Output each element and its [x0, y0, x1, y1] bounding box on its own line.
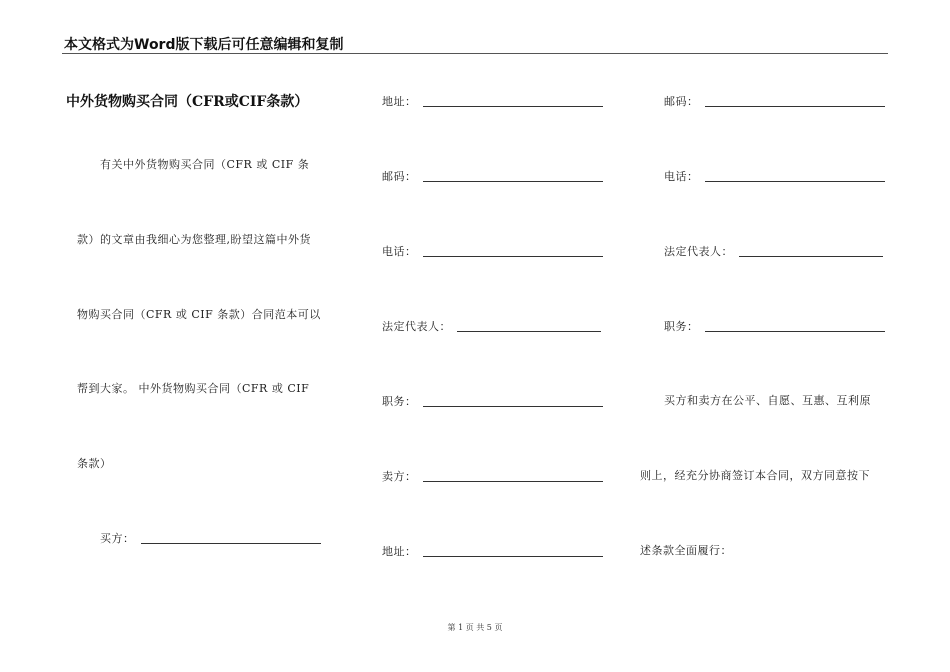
intro-line: 帮到大家。 中外货物购买合同（CFR 或 CIF	[77, 382, 310, 395]
intro-line: 物购买合同（CFR 或 CIF 条款）合同范本可以	[77, 308, 321, 321]
buyer-blank	[141, 543, 321, 544]
closing-line: 则上，经充分协商签订本合同，双方同意按下	[640, 469, 870, 482]
field-blank	[705, 181, 885, 182]
field-blank	[423, 106, 603, 107]
closing-line: 述条款全面履行：	[640, 544, 732, 557]
buyer-field	[100, 530, 321, 546]
right-field-legal-rep: 法定代表人：	[664, 243, 883, 259]
right-field-postcode: 邮码：	[664, 93, 885, 109]
intro-line: 款）的文章由我细心为您整理,盼望这篇中外货	[77, 233, 311, 246]
right-field-position: 职务：	[664, 318, 885, 334]
right-field-phone: 电话：	[664, 168, 885, 184]
middle-field-address-2: 地址：	[382, 543, 603, 559]
middle-field-legal-rep: 法定代表人：	[382, 318, 601, 334]
header-text: 本文格式为Word版下载后可任意编辑和复制	[64, 37, 344, 53]
field-blank	[705, 106, 885, 107]
middle-field-postcode: 邮码：	[382, 168, 603, 184]
intro-line: 有关中外货物购买合同（CFR 或 CIF 条	[100, 158, 310, 171]
field-blank	[423, 556, 603, 557]
middle-field-phone: 电话：	[382, 243, 603, 259]
document-title: 中外货物购买合同（CFR或CIF条款）	[66, 94, 309, 110]
field-blank	[739, 256, 883, 257]
middle-field-position: 职务：	[382, 393, 603, 409]
middle-field-seller: 卖方：	[382, 468, 603, 484]
field-blank	[423, 406, 603, 407]
field-blank	[705, 331, 885, 332]
field-blank	[423, 256, 603, 257]
field-blank	[423, 481, 603, 482]
closing-line: 买方和卖方在公平、自愿、互惠、互利原	[664, 394, 871, 407]
page-number: 第 1 页 共 5 页	[447, 623, 503, 632]
field-blank	[457, 331, 601, 332]
buyer-label: 买方：	[100, 532, 135, 545]
field-blank	[423, 181, 603, 182]
intro-line: 条款）	[77, 457, 112, 470]
header-divider	[62, 53, 888, 54]
middle-field-address: 地址：	[382, 93, 603, 109]
